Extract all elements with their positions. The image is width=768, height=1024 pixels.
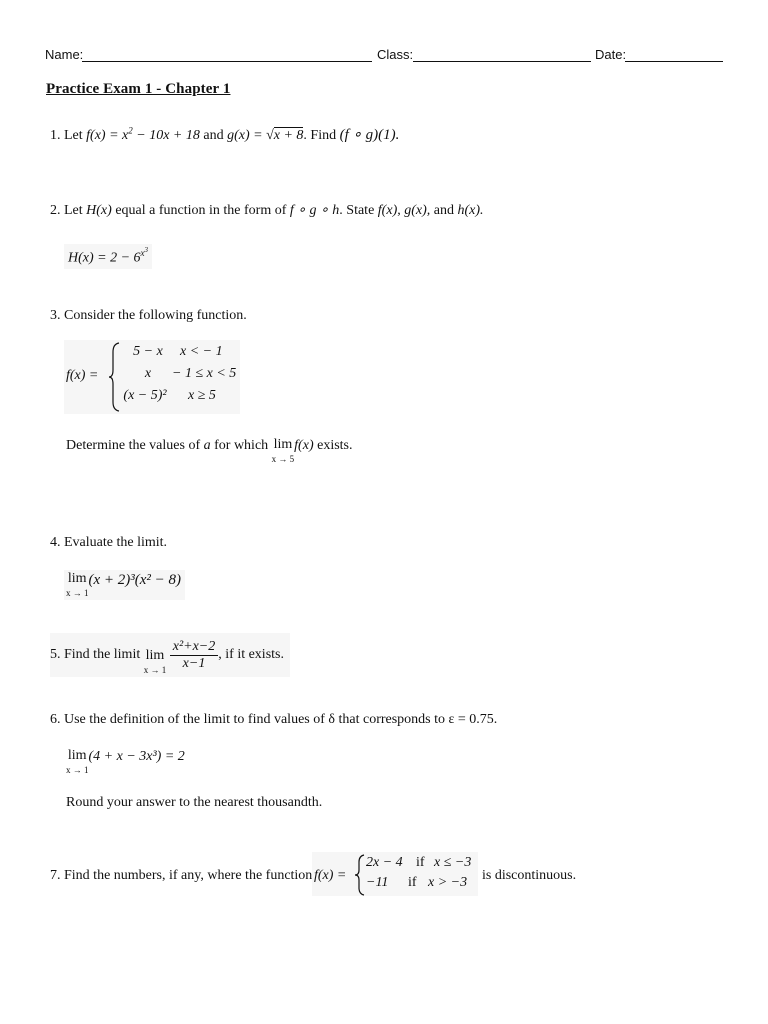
q1-f-def: $f(x) = x^2 - 10x + 18$ — [86, 125, 200, 143]
q2-equation: $H(x) = 2 - 6^{x^3}$ — [64, 244, 152, 269]
q7-piece-expr: −11 — [366, 875, 389, 890]
q7-piece-cond: x ≤ −3 — [434, 855, 472, 870]
q6-text: Use the definition of the limit to find values of δ that corresponds to ε = 0.75. — [64, 712, 498, 727]
question-number: 3. — [50, 308, 61, 323]
class-label: Class: — [377, 47, 414, 62]
question-6 — [50, 712, 497, 728]
q3-piece-expr: 5 − x — [133, 344, 163, 359]
q2-text: Let — [64, 203, 83, 218]
q2-h-fn: H(x) — [86, 203, 112, 218]
date-label: Date: — [595, 47, 627, 62]
q3-text: Consider the following function. — [64, 308, 247, 323]
question-2: 2. Let H(x) equal a function in the form of f ∘ g ∘ h. State f(x), g(x), and h(x). — [50, 203, 484, 218]
q2-text-c: . State — [339, 203, 375, 218]
question-1 — [50, 125, 399, 144]
q5-text: Find the limit — [64, 647, 141, 662]
q3-piece-expr: (x − 5)² — [123, 388, 167, 403]
question-3 — [50, 308, 247, 324]
name-label: Name: — [45, 47, 84, 62]
q3-piecewise — [64, 340, 240, 414]
left-brace-icon — [354, 854, 366, 896]
q4-limit: lim x → 1 (x + 2)³(x² − 8) — [64, 570, 185, 600]
q1-find: . Find — [303, 128, 337, 143]
q7-f-label: f(x) = — [314, 868, 347, 883]
q2-hx: h(x). — [457, 203, 484, 218]
question-number: 4. — [50, 535, 61, 550]
q1-text: Let — [64, 128, 83, 143]
q7-piecewise — [312, 852, 478, 896]
q4-text: Evaluate the limit. — [64, 535, 168, 550]
q2-fx: f(x) — [377, 203, 398, 218]
question-5: 5. Find the limit lim x → 1 $\frac{\text{x²+x−2}}{x-1}$ , if it exists. — [50, 633, 290, 677]
q2-gx: g(x), — [404, 203, 431, 218]
name-field[interactable] — [82, 61, 372, 62]
q1-composition: (f ∘ g)(1). — [339, 127, 400, 143]
question-number: 7. — [50, 868, 61, 883]
q3-f-label: f(x) = — [66, 368, 99, 383]
q3-piece-expr: x — [144, 366, 152, 381]
question-4 — [50, 535, 167, 551]
q3-piece-cond: x ≥ 5 — [188, 388, 216, 403]
question-number: 2. — [50, 203, 61, 218]
q7-piece-cond: x > −3 — [428, 875, 468, 890]
q7-text: Find the numbers, if any, where the function — [64, 868, 313, 883]
q7-piece-if: if — [408, 875, 417, 890]
q1-and: and — [203, 128, 224, 143]
q2-form: f ∘ g ∘ h — [289, 203, 340, 218]
question-number: 5. — [50, 647, 61, 662]
q5-fraction: $\frac{\text{x²+x−2}}{x-1}$ — [170, 639, 219, 672]
date-field[interactable] — [625, 61, 723, 62]
question-number: 6. — [50, 712, 61, 727]
header — [45, 45, 725, 65]
q7-piece-expr: 2x − 4 — [366, 855, 403, 870]
q6-limit: lim x → 1 (4 + x − 3x³) = 2 — [66, 748, 185, 775]
q3-piece-cond: − 1 ≤ x < 5 — [172, 366, 237, 381]
q2-text-b: equal a function in the form of — [115, 203, 287, 218]
class-field[interactable] — [413, 61, 591, 62]
q3-determine: Determine the values of a for which lim x → 5 f(x) exists. — [66, 437, 353, 464]
question-number: 1. — [50, 128, 61, 143]
q7-tail: is discontinuous. — [482, 868, 577, 883]
q7-piece-if: if — [416, 855, 425, 870]
q1-g-def: g(x) = √x + 8 — [227, 128, 304, 143]
page-title: Practice Exam 1 - Chapter 1 — [46, 81, 231, 97]
q3-piece-cond: x < − 1 — [180, 344, 223, 359]
question-7 — [50, 868, 312, 884]
q6-round-note: Round your answer to the nearest thousandth. — [66, 795, 323, 810]
